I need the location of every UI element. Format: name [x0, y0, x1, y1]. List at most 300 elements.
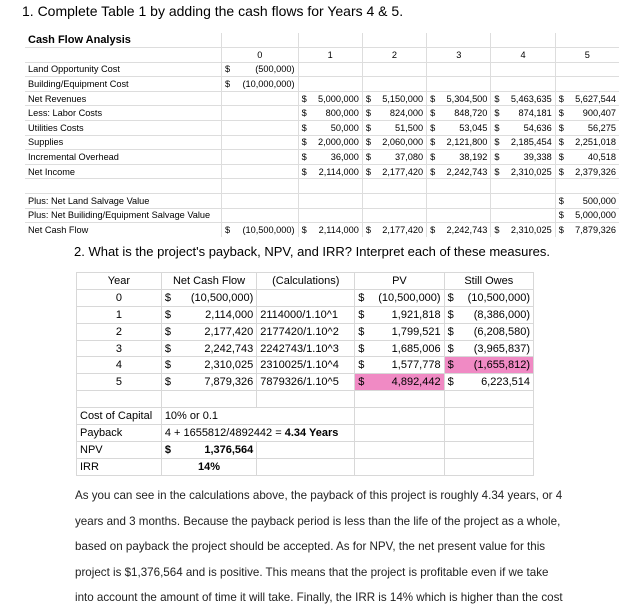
table-title-row — [25, 33, 619, 48]
empty-cell — [234, 106, 298, 121]
table-row — [77, 340, 534, 357]
currency-sign: $ — [298, 106, 311, 121]
currency-sign: $ — [358, 325, 365, 338]
currency-sign: $ — [491, 135, 504, 150]
year-header: 4 — [491, 48, 555, 63]
currency-sign: $ — [362, 164, 375, 179]
empty-cell — [444, 441, 533, 458]
amount-cell: 2,242,743 — [439, 164, 491, 179]
row-label: Incremental Overhead — [25, 150, 222, 165]
amount-cell: 874,181 — [503, 106, 555, 121]
table-row — [25, 164, 619, 179]
amount: 2,177,420 — [204, 325, 254, 338]
empty-cell — [298, 77, 311, 92]
amount-cell: 2,177,420 — [375, 164, 427, 179]
empty-cell — [222, 164, 235, 179]
empty-cell — [222, 135, 235, 150]
amount-cell: 5,627,544 — [568, 91, 619, 106]
table-row — [25, 135, 619, 150]
currency-sign: $ — [358, 291, 365, 304]
currency-sign: $ — [447, 376, 454, 389]
currency-sign: $ — [362, 135, 375, 150]
empty-cell — [439, 208, 491, 223]
row-label: Less: Labor Costs — [25, 106, 222, 121]
empty-cell — [311, 77, 363, 92]
amount: (10,500,000) — [190, 291, 254, 304]
cash-flow-analysis-table — [25, 33, 619, 237]
currency-sign: $ — [427, 223, 440, 237]
empty-cell — [503, 62, 555, 77]
column-header: Net Cash Flow — [161, 273, 256, 290]
empty-cell — [439, 62, 491, 77]
table-row — [25, 62, 619, 77]
summary-label: Payback — [77, 425, 162, 442]
currency-sign: $ — [555, 223, 568, 237]
amount: (1,655,812) — [473, 359, 530, 372]
summary-row — [77, 441, 534, 458]
currency-sign: $ — [298, 223, 311, 237]
currency-sign: $ — [427, 135, 440, 150]
empty-cell — [222, 120, 235, 135]
amount-cell: 2,000,000 — [311, 135, 363, 150]
empty-cell — [298, 179, 311, 194]
empty-cell — [257, 391, 355, 408]
amount-cell: 37,080 — [375, 150, 427, 165]
amount: 2,310,025 — [204, 359, 254, 372]
amount-cell: 5,463,635 — [503, 91, 555, 106]
empty-cell — [439, 77, 491, 92]
amount: (3,965,837) — [473, 342, 530, 355]
empty-cell — [234, 193, 298, 208]
amount-cell: 56,275 — [568, 120, 619, 135]
empty-cell — [362, 208, 375, 223]
table-row — [25, 120, 619, 135]
amount-cell: 53,045 — [439, 120, 491, 135]
year-header-row — [25, 48, 619, 63]
empty-cell — [355, 441, 444, 458]
amount-cell: 39,338 — [503, 150, 555, 165]
empty-cell — [444, 458, 533, 475]
amount-cell: (10,500,000) — [242, 224, 295, 235]
empty-cell — [257, 441, 355, 458]
empty-cell — [355, 391, 444, 408]
currency-sign: $ — [427, 106, 440, 121]
amount: 1,921,818 — [391, 308, 441, 321]
currency-sign: $ — [491, 150, 504, 165]
amount-cell: 2,185,454 — [503, 135, 555, 150]
still-owes-cell — [444, 289, 533, 306]
row-label: Net Income — [25, 164, 222, 179]
amount: 4,892,442 — [391, 376, 441, 389]
empty-cell — [355, 458, 444, 475]
amount-cell: 2,177,420 — [382, 224, 424, 235]
empty-cell — [355, 408, 444, 425]
paragraph-line: years and 3 months. Because the payback period is less than the life of the project as a whole, — [75, 514, 561, 528]
empty-cell — [375, 193, 427, 208]
empty-cell — [375, 33, 427, 48]
table-row — [25, 150, 619, 165]
table-row — [25, 208, 619, 223]
empty-cell — [311, 62, 363, 77]
amount-cell: 2,379,326 — [568, 164, 619, 179]
empty-cell — [491, 62, 504, 77]
year-header: 5 — [555, 48, 619, 63]
net-cash-flow-cell — [161, 306, 256, 323]
currency-sign: $ — [491, 91, 504, 106]
amount-cell: 54,636 — [503, 120, 555, 135]
currency-sign: $ — [555, 91, 568, 106]
currency-sign: $ — [555, 164, 568, 179]
amount-cell: 5,304,500 — [439, 91, 491, 106]
currency-sign: $ — [164, 308, 171, 321]
row-label: Plus: Net Builiding/Equipment Salvage Value — [25, 208, 222, 223]
amount-cell: 50,000 — [311, 120, 363, 135]
interpretation-paragraph — [75, 483, 635, 611]
calculation-cell — [257, 289, 355, 306]
empty-cell — [568, 62, 619, 77]
empty-cell — [555, 33, 568, 48]
currency-sign: $ — [447, 308, 454, 321]
table-row — [25, 77, 619, 92]
table-row — [77, 374, 534, 391]
empty-cell — [427, 77, 440, 92]
currency-sign: $ — [491, 164, 504, 179]
amount-cell: (10,000,000) — [234, 77, 298, 92]
table-row — [25, 193, 619, 208]
empty-cell — [491, 208, 504, 223]
currency-sign: $ — [222, 77, 235, 92]
currency-sign: $ — [362, 120, 375, 135]
row-label — [25, 179, 222, 194]
empty-cell — [298, 193, 311, 208]
empty-cell — [503, 33, 555, 48]
amount-cell: 5,150,000 — [375, 91, 427, 106]
table-row — [77, 323, 534, 340]
row-label: Utilities Costs — [25, 120, 222, 135]
currency-sign: $ — [427, 91, 440, 106]
currency-sign: $ — [362, 223, 375, 237]
empty-cell — [555, 62, 568, 77]
question-2: 2. What is the project's payback, NPV, and IRR? Interpret each of these measures. — [74, 244, 551, 259]
pv-cell — [355, 374, 444, 391]
pv-cell — [355, 323, 444, 340]
empty-cell — [439, 193, 491, 208]
amount-cell: 2,310,025 — [510, 224, 552, 235]
empty-cell — [234, 120, 298, 135]
amount: (10,500,000) — [378, 291, 441, 304]
still-owes-cell — [444, 340, 533, 357]
empty-cell — [362, 193, 375, 208]
amount-cell: (500,000) — [234, 62, 298, 77]
calculation-cell: 2242743/1.10^3 — [257, 340, 355, 357]
empty-cell — [298, 62, 311, 77]
amount-cell: 824,000 — [375, 106, 427, 121]
currency-sign: $ — [555, 135, 568, 150]
amount: 1,376,564 — [204, 443, 254, 456]
year-header: 0 — [222, 48, 299, 63]
row-label: Plus: Net Land Salvage Value — [25, 193, 222, 208]
empty-cell — [427, 62, 440, 77]
currency-sign: $ — [222, 223, 235, 237]
empty-cell — [503, 193, 555, 208]
year-header: 2 — [362, 48, 426, 63]
amount-cell: 38,192 — [439, 150, 491, 165]
calculation-cell: 2114000/1.10^1 — [257, 306, 355, 323]
currency-sign: $ — [164, 359, 171, 372]
currency-sign: $ — [358, 308, 365, 321]
net-cash-flow-cell — [161, 374, 256, 391]
empty-cell — [234, 164, 298, 179]
empty-cell — [427, 33, 440, 48]
currency-sign: $ — [164, 325, 171, 338]
npv-value — [161, 441, 256, 458]
amount: 1,577,778 — [391, 359, 441, 372]
empty-cell — [555, 179, 568, 194]
empty-cell — [568, 179, 619, 194]
amount-cell: 2,121,800 — [439, 135, 491, 150]
amount-cell: 2,060,000 — [375, 135, 427, 150]
net-cash-flow-cell — [161, 289, 256, 306]
currency-sign: $ — [491, 106, 504, 121]
amount: (8,386,000) — [473, 308, 530, 321]
empty-cell — [222, 91, 235, 106]
empty-cell — [234, 135, 298, 150]
still-owes-cell — [444, 306, 533, 323]
empty-cell — [298, 33, 311, 48]
currency-sign: $ — [427, 164, 440, 179]
paragraph-line: project is $1,376,564 and is positive. This means that the project is profitable even if we take — [75, 565, 549, 579]
summary-label: IRR — [77, 458, 162, 475]
amount-cell: 2,310,025 — [503, 164, 555, 179]
empty-cell — [503, 179, 555, 194]
currency-sign: $ — [447, 325, 454, 338]
empty-cell — [375, 77, 427, 92]
currency-sign: $ — [362, 91, 375, 106]
currency-sign: $ — [447, 342, 454, 355]
pv-cell — [355, 340, 444, 357]
currency-sign: $ — [362, 150, 375, 165]
currency-sign: $ — [427, 120, 440, 135]
amount: 2,242,743 — [204, 342, 254, 355]
paragraph-line: As you can see in the calculations above, the payback of this project is roughly 4.34 years, or 4 — [75, 489, 563, 502]
currency-sign: $ — [362, 106, 375, 121]
currency-sign: $ — [164, 376, 171, 389]
year-header: 1 — [298, 48, 362, 63]
year-cell: 5 — [77, 374, 162, 391]
still-owes-cell — [444, 357, 533, 374]
empty-cell — [222, 106, 235, 121]
year-cell: 4 — [77, 357, 162, 374]
column-header: Year — [77, 273, 162, 290]
empty-cell — [222, 150, 235, 165]
summary-label: Cost of Capital — [77, 408, 162, 425]
blank-row — [77, 391, 534, 408]
currency-sign: $ — [427, 150, 440, 165]
empty-cell — [491, 33, 504, 48]
amount-cell: 2,114,000 — [311, 164, 363, 179]
year-cell: 0 — [77, 289, 162, 306]
empty-cell — [234, 150, 298, 165]
table-row — [25, 106, 619, 121]
empty-cell — [444, 425, 533, 442]
table-row — [25, 223, 619, 237]
empty-cell — [257, 458, 355, 475]
currency-sign: $ — [447, 359, 454, 372]
empty-cell — [439, 179, 491, 194]
currency-sign: $ — [555, 208, 568, 223]
amount: 1,685,006 — [391, 342, 441, 355]
row-label: Net Revenues — [25, 91, 222, 106]
summary-row — [77, 425, 534, 442]
row-label: Land Opportunity Cost — [25, 62, 222, 77]
empty-cell — [555, 77, 568, 92]
amount: 1,799,521 — [391, 325, 441, 338]
year-cell: 3 — [77, 340, 162, 357]
empty-cell — [444, 408, 533, 425]
empty-cell — [362, 33, 375, 48]
paragraph-line: based on payback the project should be accepted. As for NPV, the net present value for this — [75, 540, 546, 553]
pv-cell — [355, 357, 444, 374]
year-cell: 2 — [77, 323, 162, 340]
pv-cell — [355, 289, 444, 306]
empty-cell — [161, 391, 256, 408]
empty-cell — [439, 33, 491, 48]
amount-cell: 40,518 — [568, 150, 619, 165]
empty-cell — [491, 179, 504, 194]
currency-sign: $ — [164, 291, 171, 304]
empty-cell — [311, 208, 363, 223]
empty-cell — [234, 91, 298, 106]
empty-cell — [234, 33, 298, 48]
table-row — [25, 179, 619, 194]
empty-cell — [311, 193, 363, 208]
calculation-cell: 2310025/1.10^4 — [257, 357, 355, 374]
table-title: Cash Flow Analysis — [25, 33, 222, 48]
empty-cell — [234, 179, 298, 194]
table-row — [77, 306, 534, 323]
empty-cell — [222, 193, 235, 208]
currency-sign: $ — [555, 106, 568, 121]
empty-cell — [427, 193, 440, 208]
empty-cell — [375, 179, 427, 194]
table-row — [77, 289, 534, 306]
empty-cell — [25, 48, 222, 63]
cost-of-capital-value: 10% or 0.1 — [161, 408, 354, 425]
net-cash-flow-cell — [161, 323, 256, 340]
empty-cell — [77, 391, 162, 408]
amount-cell: 500,000 — [568, 193, 619, 208]
column-header: Still Owes — [444, 273, 533, 290]
empty-cell — [375, 208, 427, 223]
empty-cell — [375, 62, 427, 77]
currency-sign: $ — [298, 91, 311, 106]
currency-sign: $ — [358, 342, 365, 355]
currency-sign: $ — [491, 120, 504, 135]
question-1: 1. Complete Table 1 by adding the cash flows for Years 4 & 5. — [22, 3, 404, 19]
amount: 7,879,326 — [204, 376, 254, 389]
year-header: 3 — [427, 48, 491, 63]
empty-cell — [311, 179, 363, 194]
column-header: (Calculations) — [257, 273, 355, 290]
currency-sign: $ — [222, 62, 235, 77]
payback-npv-table — [76, 272, 534, 476]
amount-cell: 900,407 — [568, 106, 619, 121]
row-label: Building/Equipment Cost — [25, 77, 222, 92]
currency-sign: $ — [358, 359, 365, 372]
payback-result: 4.34 Years — [284, 426, 339, 439]
currency-sign: $ — [555, 193, 568, 208]
currency-sign: $ — [298, 135, 311, 150]
currency-sign: $ — [447, 291, 454, 304]
net-cash-flow-cell — [161, 357, 256, 374]
empty-cell — [222, 179, 235, 194]
summary-label: NPV — [77, 441, 162, 458]
calculation-cell: 7879326/1.10^5 — [257, 374, 355, 391]
amount: (6,208,580) — [473, 325, 530, 338]
table-row — [25, 91, 619, 106]
empty-cell — [362, 77, 375, 92]
calculation-cell: 2177420/1.10^2 — [257, 323, 355, 340]
amount-cell: 848,720 — [439, 106, 491, 121]
empty-cell — [298, 208, 311, 223]
still-owes-cell — [444, 374, 533, 391]
empty-cell — [355, 425, 444, 442]
amount-cell: 36,000 — [311, 150, 363, 165]
summary-row — [77, 408, 534, 425]
currency-sign: $ — [298, 150, 311, 165]
irr-value: 14% — [161, 458, 256, 475]
empty-cell — [491, 193, 504, 208]
empty-cell — [503, 77, 555, 92]
amount: (10,500,000) — [467, 291, 530, 304]
year-cell: 1 — [77, 306, 162, 323]
table-row — [77, 357, 534, 374]
empty-cell — [568, 33, 619, 48]
row-label: Net Cash Flow — [28, 224, 89, 235]
amount-cell: 800,000 — [311, 106, 363, 121]
summary-row — [77, 458, 534, 475]
pv-cell — [355, 306, 444, 323]
currency-sign: $ — [555, 150, 568, 165]
amount: 2,114,000 — [205, 308, 254, 321]
paragraph-line: into account the amount of time it will take. Finally, the IRR is 14% which is higher than the cost — [75, 591, 563, 604]
still-owes-cell — [444, 323, 533, 340]
amount-cell: 7,879,326 — [575, 224, 616, 235]
currency-sign: $ — [555, 120, 568, 135]
row-label: Supplies — [25, 135, 222, 150]
empty-cell — [427, 179, 440, 194]
amount-cell: 2,242,743 — [446, 224, 488, 235]
amount-cell: 5,000,000 — [568, 208, 619, 223]
currency-sign: $ — [358, 376, 365, 389]
empty-cell — [222, 208, 235, 223]
currency-sign: $ — [164, 342, 171, 355]
amount: 6,223,514 — [481, 376, 530, 389]
amount-cell: 5,000,000 — [311, 91, 363, 106]
amount-cell: 51,500 — [375, 120, 427, 135]
column-header: PV — [355, 273, 444, 290]
empty-cell — [503, 208, 555, 223]
empty-cell — [362, 62, 375, 77]
net-cash-flow-cell — [161, 340, 256, 357]
empty-cell — [222, 33, 235, 48]
currency-sign: $ — [298, 164, 311, 179]
header-row — [77, 273, 534, 290]
empty-cell — [568, 77, 619, 92]
payback-value — [161, 425, 354, 442]
empty-cell — [491, 77, 504, 92]
empty-cell — [427, 208, 440, 223]
